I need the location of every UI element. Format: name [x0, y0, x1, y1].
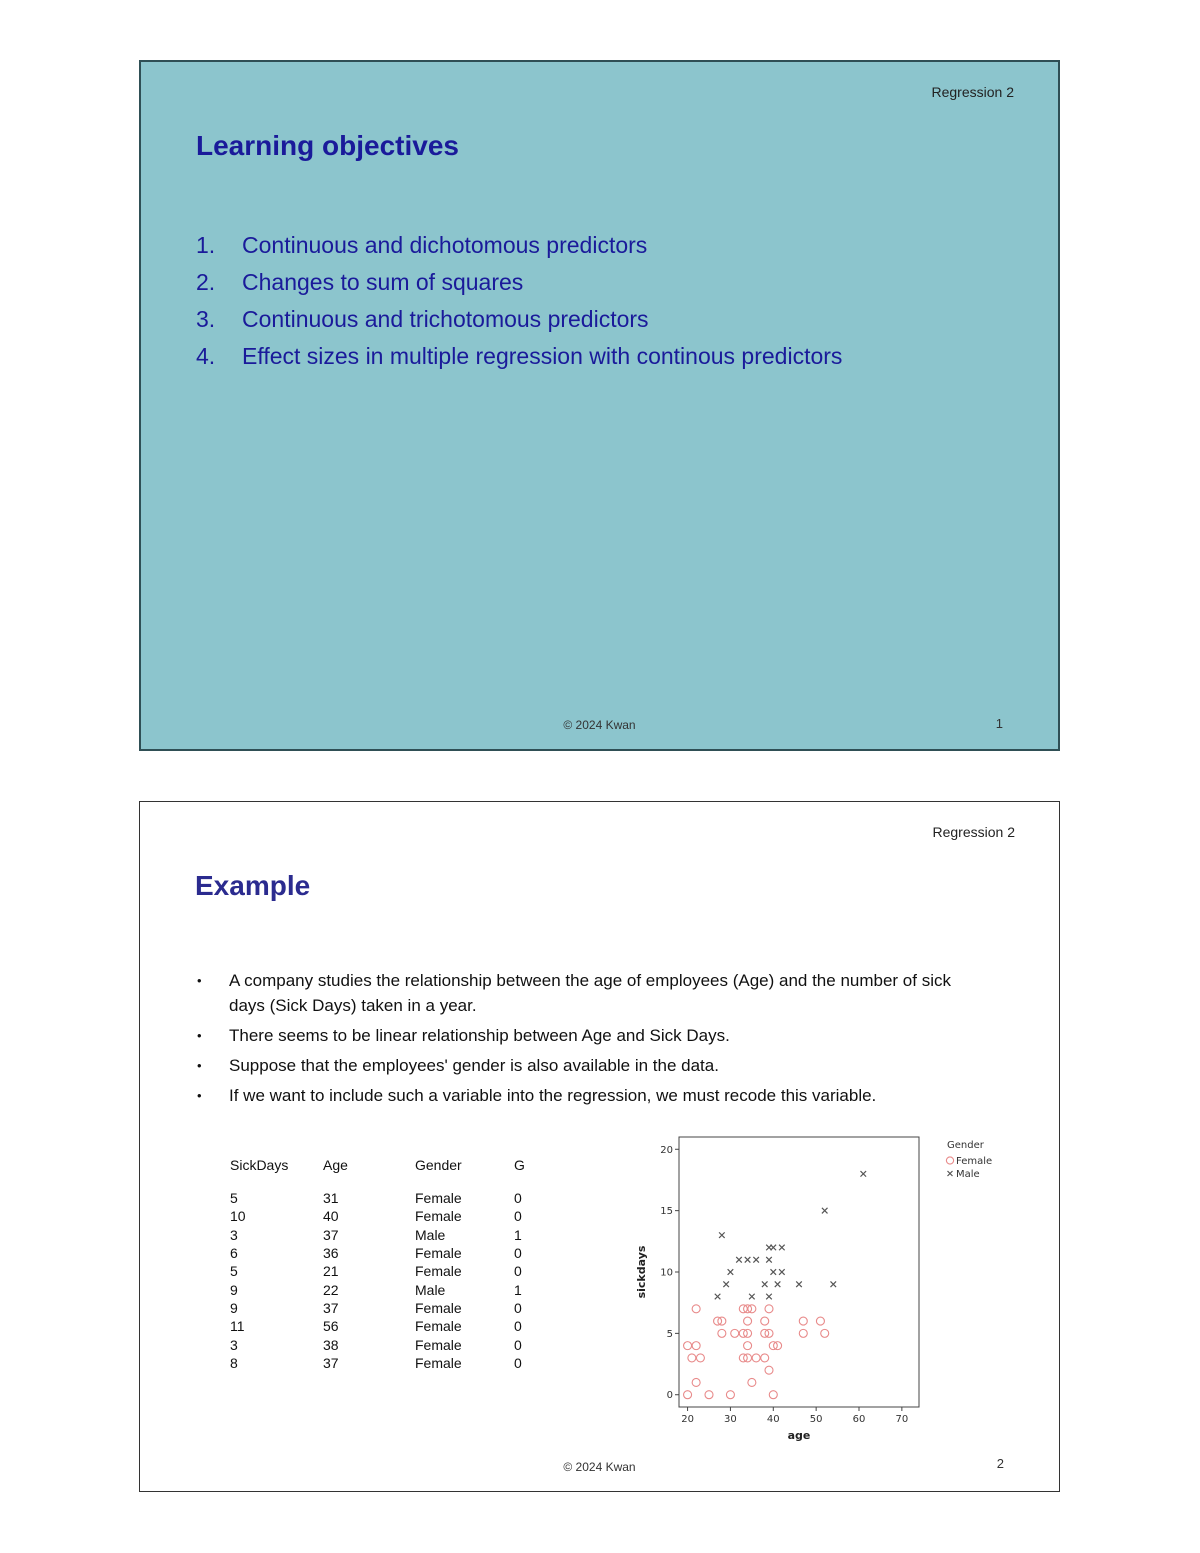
table-cell: 6: [230, 1245, 238, 1262]
y-tick-label: 0: [666, 1390, 673, 1402]
female-data-point: [799, 1317, 807, 1325]
table-cell: 9: [230, 1281, 238, 1298]
table-cell: 0: [514, 1318, 522, 1335]
female-data-point: [688, 1354, 696, 1362]
female-data-point: [821, 1329, 829, 1337]
female-data-point: [726, 1391, 734, 1399]
table-cell: 37: [323, 1226, 339, 1243]
table-row: [230, 1317, 544, 1335]
course-label: Regression 2: [932, 824, 1015, 840]
legend-male-marker: [948, 1171, 953, 1176]
slide-title: Learning objectives: [196, 130, 459, 161]
column-header: G: [514, 1157, 525, 1173]
bullet-icon: •: [197, 1088, 202, 1103]
female-data-point: [684, 1342, 692, 1350]
table-cell: Male: [415, 1281, 446, 1298]
slide-title: Example: [195, 870, 311, 901]
male-data-point: [770, 1269, 776, 1275]
male-data-point: [779, 1269, 785, 1275]
table-cell: 0: [514, 1336, 522, 1353]
plot-frame: [679, 1137, 919, 1407]
table-cell: 37: [323, 1299, 339, 1316]
y-tick-label: 5: [666, 1328, 673, 1340]
bullet-icon: •: [197, 973, 202, 988]
table-cell: Female: [415, 1336, 462, 1353]
bullet-item: • There seems to be linear relationship between Age and Sick Days.: [195, 1023, 975, 1048]
table-header-row: [230, 1157, 544, 1189]
column-header: Age: [323, 1157, 348, 1173]
legend-female-marker: [946, 1157, 953, 1164]
female-data-point: [748, 1378, 756, 1386]
bullet-item: • A company studies the relationship between the age of employees (Age) and the number of sick days (Sick Days) taken in a year.: [195, 968, 975, 1018]
table-cell: 3: [230, 1226, 238, 1243]
male-data-point: [830, 1281, 836, 1287]
female-data-point: [761, 1354, 769, 1362]
y-tick-label: 20: [660, 1144, 673, 1156]
table-cell: 37: [323, 1354, 339, 1371]
table-row: [230, 1189, 544, 1207]
table-cell: 0: [514, 1354, 522, 1371]
male-data-point: [715, 1294, 721, 1300]
y-axis-label: sickdays: [635, 1245, 648, 1299]
female-data-point: [705, 1391, 713, 1399]
objective-item: 1. Continuous and dichotomous predictors: [196, 232, 648, 258]
female-data-point: [692, 1378, 700, 1386]
x-tick-label: 30: [724, 1414, 737, 1425]
male-data-point: [766, 1294, 772, 1300]
female-data-point: [816, 1317, 824, 1325]
page-number: 1: [995, 716, 1003, 731]
table-row: [230, 1299, 544, 1317]
legend-label: Female: [956, 1156, 993, 1167]
course-label: Regression 2: [931, 84, 1014, 100]
table-cell: 38: [323, 1336, 339, 1353]
scatter-chart: [623, 1128, 1003, 1442]
male-data-point: [779, 1245, 785, 1251]
table-cell: 40: [323, 1208, 339, 1225]
table-cell: 8: [230, 1354, 238, 1371]
male-data-point: [719, 1232, 725, 1238]
female-data-point: [692, 1342, 700, 1350]
female-data-point: [731, 1329, 739, 1337]
column-header: SickDays: [230, 1157, 289, 1173]
objective-item: 3. Continuous and trichotomous predictors: [196, 306, 649, 332]
table-cell: 36: [323, 1245, 339, 1262]
male-data-point: [775, 1281, 781, 1287]
objective-item: 4. Effect sizes in multiple regression with continous predictors: [196, 343, 843, 369]
column-header: Gender: [415, 1157, 462, 1173]
x-tick-label: 70: [895, 1414, 909, 1425]
x-tick-label: 40: [766, 1414, 780, 1425]
female-data-point: [718, 1329, 726, 1337]
table-cell: Female: [415, 1263, 462, 1280]
male-data-point: [766, 1257, 772, 1263]
objective-item: 2. Changes to sum of squares: [196, 269, 524, 295]
table-cell: 3: [230, 1336, 238, 1353]
female-data-point: [761, 1317, 769, 1325]
table-cell: 22: [323, 1281, 339, 1298]
table-cell: 56: [323, 1318, 339, 1335]
table-cell: 0: [514, 1190, 522, 1207]
table-cell: 10: [230, 1208, 246, 1225]
table-cell: Female: [415, 1318, 462, 1335]
male-data-point: [770, 1245, 776, 1251]
table-cell: 0: [514, 1208, 522, 1225]
table-row: [230, 1335, 544, 1353]
table-row: [230, 1354, 544, 1372]
female-data-point: [684, 1391, 692, 1399]
male-data-point: [762, 1281, 768, 1287]
copyright-footer: © 2024 Kwan: [563, 718, 636, 732]
male-data-point: [860, 1171, 866, 1177]
x-tick-label: 20: [681, 1414, 694, 1425]
table-cell: 0: [514, 1263, 522, 1280]
objectives-list: [196, 230, 842, 378]
table-body: [230, 1189, 544, 1372]
table-cell: 1: [514, 1281, 522, 1298]
female-data-point: [744, 1317, 752, 1325]
female-data-point: [769, 1391, 777, 1399]
female-data-point: [765, 1366, 773, 1374]
data-table: [230, 1157, 544, 1372]
table-row: [230, 1262, 544, 1280]
female-data-point: [752, 1354, 760, 1362]
male-data-point: [822, 1208, 828, 1214]
y-tick-label: 15: [660, 1206, 673, 1218]
table-cell: 9: [230, 1299, 238, 1316]
table-cell: Female: [415, 1208, 462, 1225]
table-cell: Female: [415, 1190, 462, 1207]
table-cell: 31: [323, 1190, 339, 1207]
bullet-icon: •: [197, 1058, 202, 1073]
bullet-list: [195, 968, 975, 1113]
female-data-point: [692, 1305, 700, 1313]
table-cell: Male: [415, 1226, 446, 1243]
table-row: [230, 1244, 544, 1262]
male-data-point: [796, 1281, 802, 1287]
male-data-point: [736, 1257, 742, 1263]
table-cell: 11: [230, 1318, 245, 1335]
male-data-point: [723, 1281, 729, 1287]
table-cell: 0: [514, 1299, 522, 1316]
table-cell: Female: [415, 1245, 462, 1262]
male-data-point: [749, 1294, 755, 1300]
table-cell: 5: [230, 1190, 238, 1207]
male-data-point: [745, 1257, 751, 1263]
bullet-item: • If we want to include such a variable into the regression, we must recode this variable.: [195, 1083, 975, 1108]
table-row: [230, 1280, 544, 1298]
slide-example: [139, 801, 1060, 1492]
male-data-point: [728, 1269, 734, 1275]
table-cell: 0: [514, 1245, 522, 1262]
legend-title: Gender: [947, 1140, 984, 1151]
table-row: [230, 1207, 544, 1225]
male-data-point: [753, 1257, 759, 1263]
table-cell: 21: [323, 1263, 339, 1280]
table-cell: 5: [230, 1263, 238, 1280]
bullet-item: • Suppose that the employees' gender is also available in the data.: [195, 1053, 975, 1078]
page-number: 2: [996, 1456, 1004, 1471]
table-cell: Female: [415, 1299, 462, 1316]
legend-label: Male: [956, 1169, 980, 1180]
bullet-icon: •: [197, 1028, 202, 1043]
female-data-point: [744, 1342, 752, 1350]
table-row: [230, 1226, 544, 1244]
female-data-point: [696, 1354, 704, 1362]
table-cell: Female: [415, 1354, 462, 1371]
x-tick-label: 50: [809, 1414, 823, 1425]
copyright-footer: © 2024 Kwan: [563, 1460, 636, 1474]
slide-learning-objectives: [139, 60, 1060, 751]
x-tick-label: 60: [852, 1414, 866, 1425]
female-data-point: [799, 1329, 807, 1337]
female-data-point: [765, 1305, 773, 1313]
y-tick-label: 10: [660, 1267, 673, 1279]
table-cell: 1: [514, 1226, 522, 1243]
x-axis-label: age: [787, 1429, 811, 1442]
